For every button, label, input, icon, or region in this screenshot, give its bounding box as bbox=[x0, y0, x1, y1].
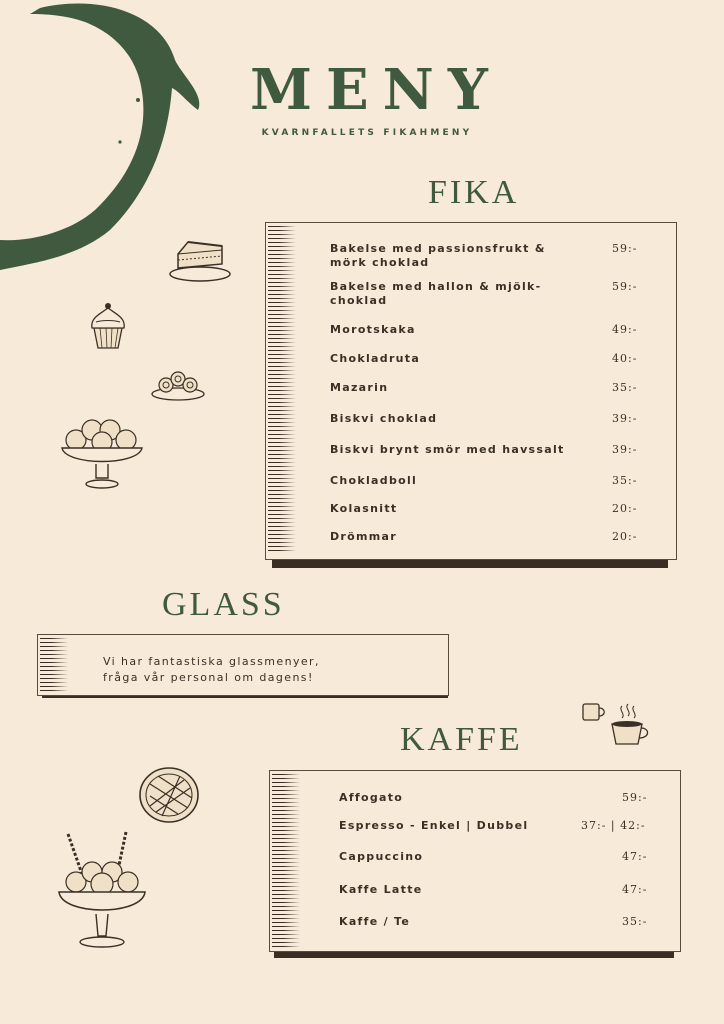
price: 59:- bbox=[612, 242, 638, 255]
price: 20:- bbox=[612, 502, 638, 515]
hatch-decoration bbox=[40, 638, 68, 692]
price: 20:- bbox=[612, 530, 638, 543]
list-item: Biskvi brynt smör med havssalt bbox=[330, 443, 565, 456]
kaffe-heading: KAFFE bbox=[400, 721, 523, 758]
list-item: Espresso - Enkel | Dubbel bbox=[339, 819, 529, 832]
hatch-decoration bbox=[268, 226, 296, 554]
coffee-cup-small-icon bbox=[580, 700, 608, 724]
hatch-decoration bbox=[272, 774, 300, 948]
price: 35:- bbox=[612, 474, 638, 487]
pie-icon bbox=[138, 766, 200, 824]
price: 59:- bbox=[612, 280, 638, 293]
list-item: Chokladruta bbox=[330, 352, 421, 365]
price: 37:- | 42:- bbox=[581, 819, 646, 832]
list-item: Cappuccino bbox=[339, 850, 424, 863]
cake-slice-icon bbox=[166, 236, 234, 284]
price: 35:- bbox=[612, 381, 638, 394]
glass-note-line-2: fråga vår personal om dagens! bbox=[103, 671, 314, 684]
list-item: Kolasnitt bbox=[330, 502, 398, 515]
list-item: Kaffe / Te bbox=[339, 915, 411, 928]
ice-cream-sundae-icon bbox=[56, 830, 148, 954]
steaming-cup-icon bbox=[608, 702, 650, 750]
bowl-of-balls-icon bbox=[58, 414, 146, 492]
kaffe-menu-box bbox=[269, 770, 681, 952]
cupcake-icon bbox=[88, 300, 128, 352]
glass-heading: GLASS bbox=[162, 586, 285, 623]
list-item: Mazarin bbox=[330, 381, 389, 394]
price: 49:- bbox=[612, 323, 638, 336]
price: 40:- bbox=[612, 352, 638, 365]
cinnamon-rolls-icon bbox=[150, 368, 206, 402]
menu-title: MENY bbox=[250, 57, 502, 123]
list-item: Affogato bbox=[339, 791, 404, 804]
list-item: Morotskaka bbox=[330, 323, 416, 336]
price: 47:- bbox=[622, 850, 648, 863]
list-item: Drömmar bbox=[330, 530, 397, 543]
list-item: Bakelse med hallon & mjölk-choklad bbox=[330, 280, 542, 307]
price: 59:- bbox=[622, 791, 648, 804]
fika-heading: FIKA bbox=[428, 174, 520, 211]
list-item: Chokladboll bbox=[330, 474, 418, 487]
price: 47:- bbox=[622, 883, 648, 896]
list-item: Kaffe Latte bbox=[339, 883, 423, 896]
list-item: Bakelse med passionsfrukt & mörk choklad bbox=[330, 242, 546, 269]
price: 35:- bbox=[622, 915, 648, 928]
menu-subtitle: KVARNFALLETS FIKAHMENY bbox=[261, 128, 473, 138]
price: 39:- bbox=[612, 412, 638, 425]
list-item: Biskvi choklad bbox=[330, 412, 438, 425]
price: 39:- bbox=[612, 443, 638, 456]
glass-note-line-1: Vi har fantastiska glassmenyer, bbox=[103, 655, 320, 668]
